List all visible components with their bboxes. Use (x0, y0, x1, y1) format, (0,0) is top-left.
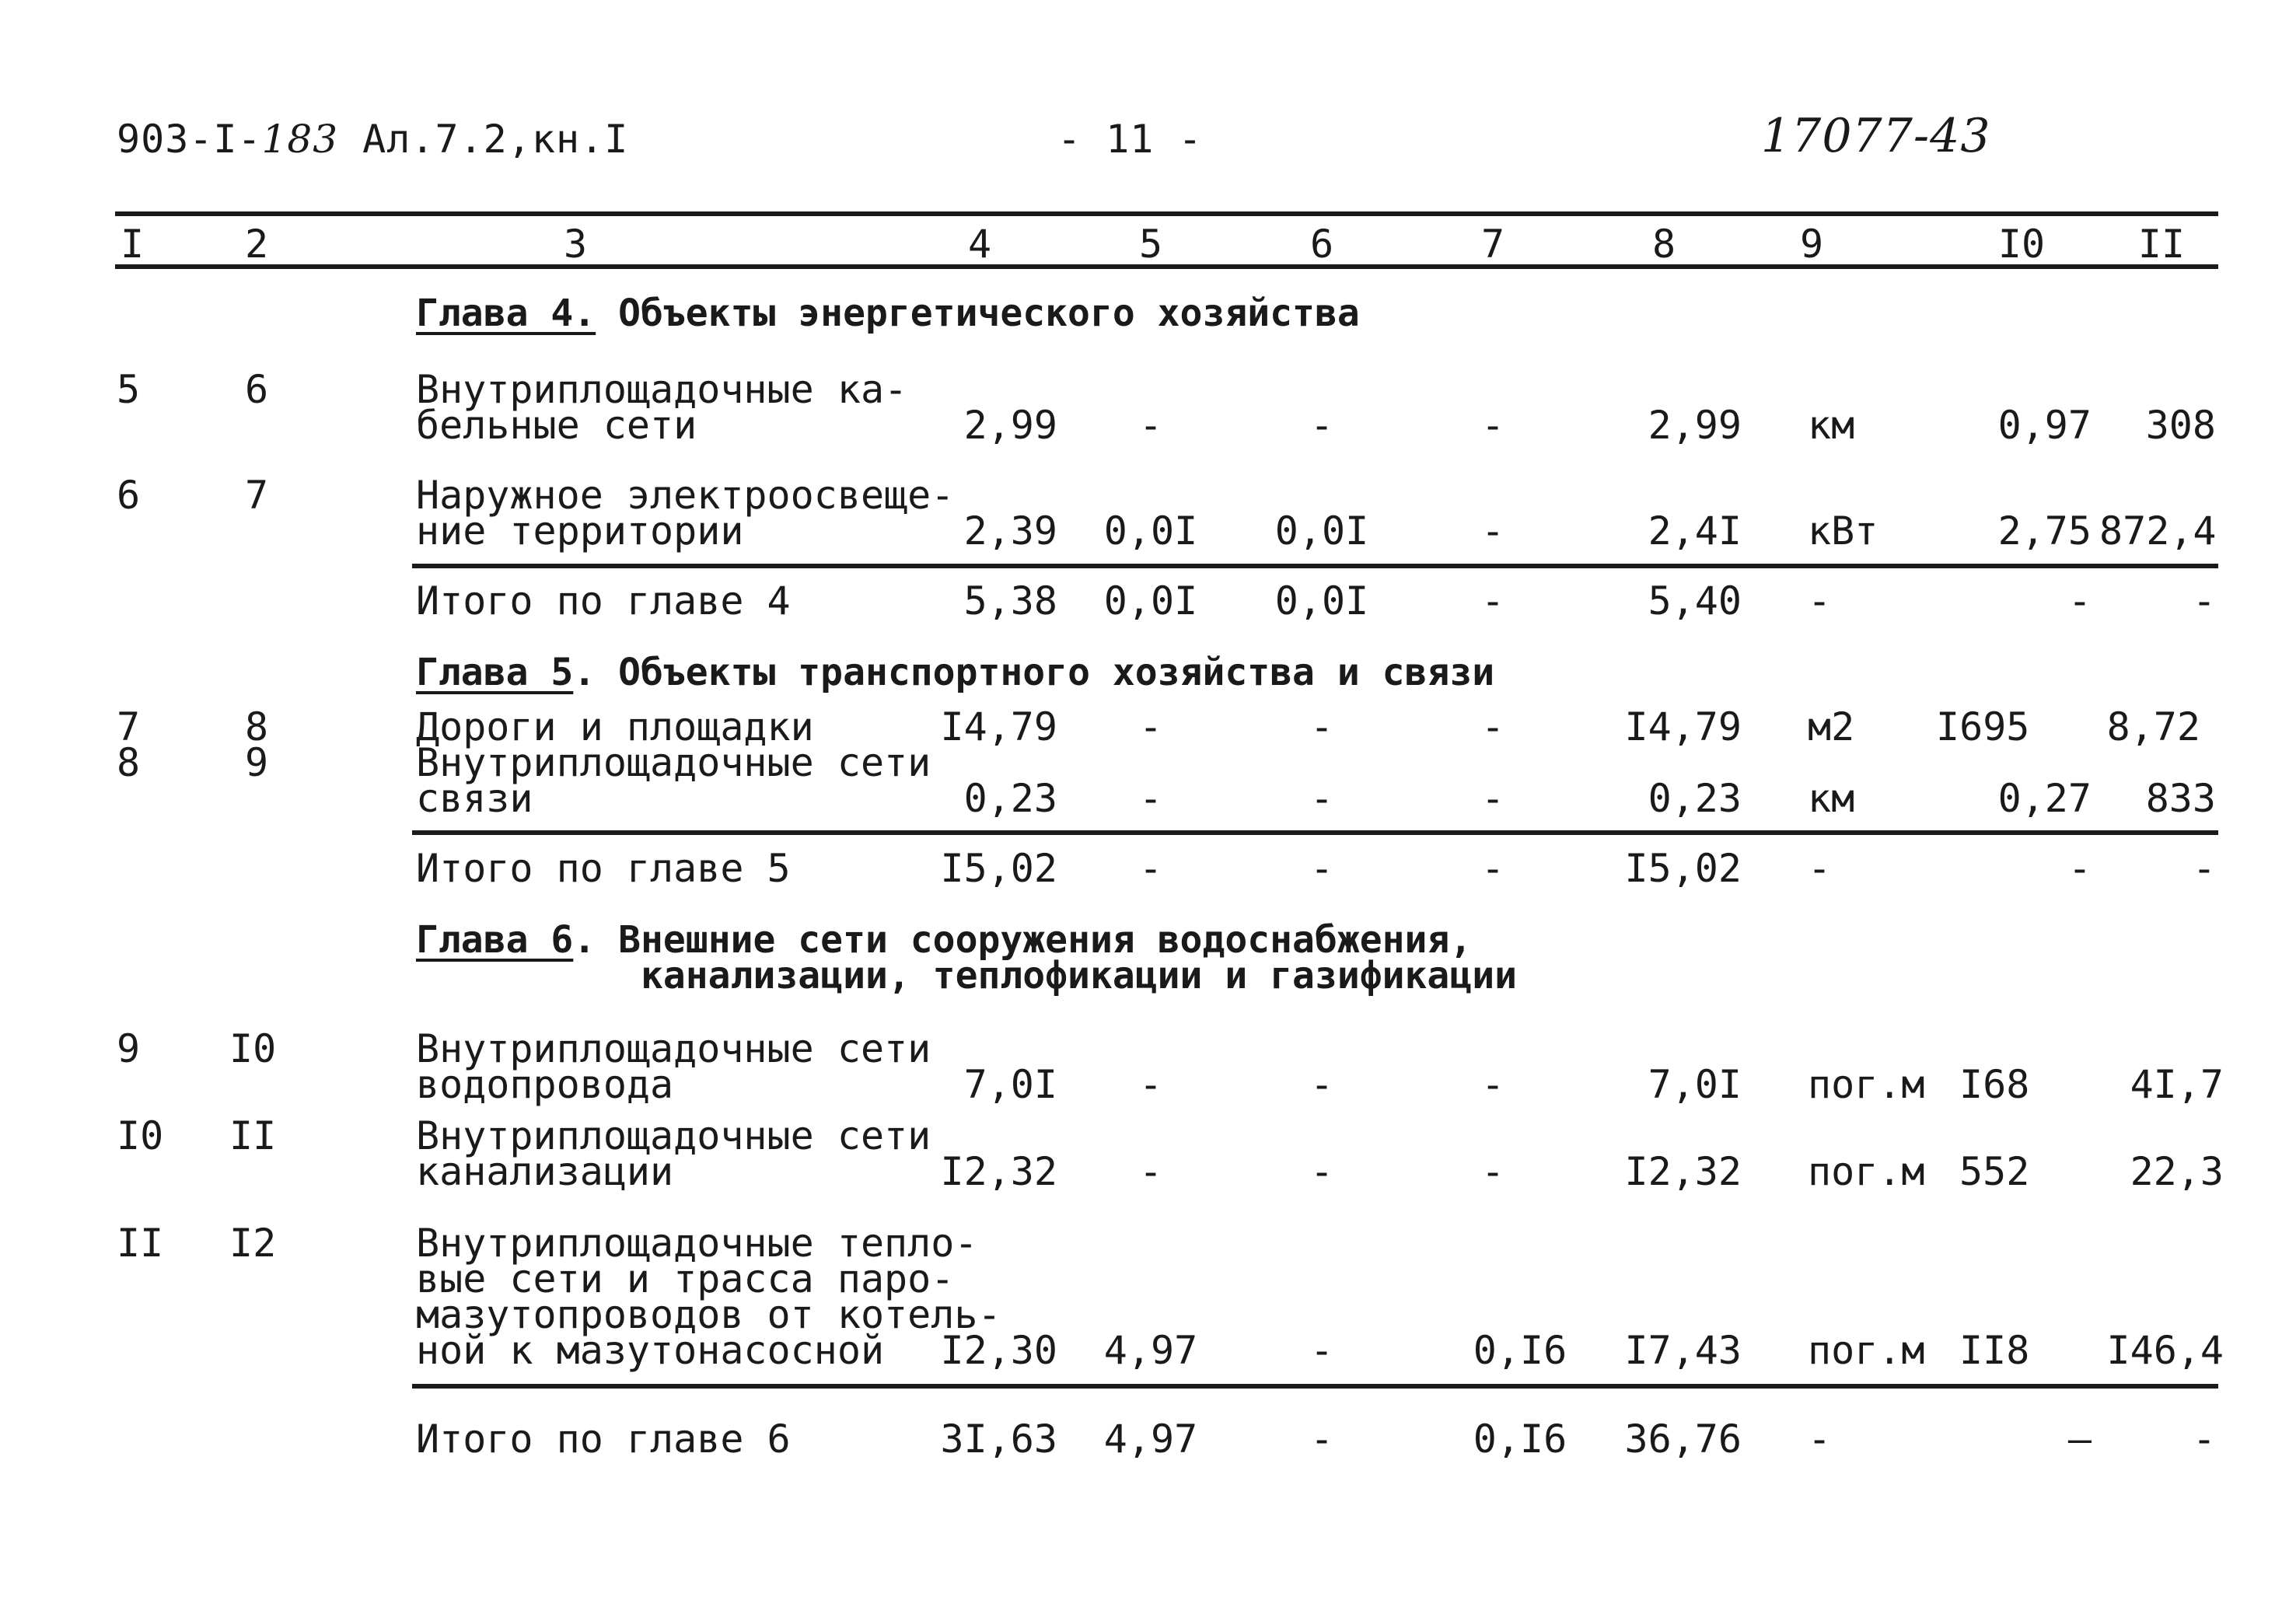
ch6-row2-c10: 552 (1959, 1149, 2030, 1194)
ch6-row2-c8: I2,32 (1624, 1149, 1742, 1194)
ch5-total-name: Итого по главе 5 (416, 846, 791, 891)
ch4-total-c9: - (1808, 578, 1832, 624)
ch6-row2-c9: пог.м (1808, 1149, 1925, 1194)
ch5-row1-c4: I4,79 (940, 704, 1057, 749)
ch6-row1-c6: - (1309, 1062, 1334, 1107)
ch6-row2-c11: 22,3 (2130, 1149, 2224, 1194)
ch4-row2-c8: 2,4I (1648, 508, 1742, 554)
ch5-row1-c10: I695 (1936, 704, 2030, 749)
ch6-row3-name-line4: ной к мазутонасосной (416, 1328, 885, 1373)
ch5-total-c9: - (1808, 846, 1832, 891)
ch6-row3-c5: 4,97 (1103, 1328, 1198, 1373)
ch6-row3-name-line1: Внутриплощадочные тепло- (416, 1221, 978, 1266)
ch4-row2-c9: кВт (1808, 508, 1878, 554)
ch6-row1-c8: 7,0I (1648, 1062, 1742, 1107)
ch5-row2-name-line2: связи (416, 776, 533, 821)
ch6-row3-name-line2: вые сети и трасса паро- (416, 1256, 955, 1301)
ch5-total-c10: - (2067, 846, 2092, 891)
ch4-row1-c6: - (1309, 403, 1334, 448)
ch5-row2-name-line1: Внутриплощадочные сети (416, 740, 931, 785)
chapter-6-heading (416, 918, 1473, 962)
ch4-total-name: Итого по главе 4 (416, 578, 791, 624)
ch4-total-c10: - (2067, 578, 2092, 624)
ch4-row1-name-line2: бельные сети (416, 403, 697, 448)
ch4-total-c4: 5,38 (963, 578, 1057, 624)
ch6-row1-c10: I68 (1959, 1062, 2030, 1107)
ch4-row1-c9: км (1808, 403, 1855, 448)
page-number: - 11 - (1057, 117, 1203, 162)
ch5-row2-c9: км (1808, 776, 1855, 821)
ch5-row1-c5: - (1138, 704, 1163, 749)
ch6-row2-name-line2: канализации (416, 1149, 674, 1194)
chapter-4-label: Глава 4. (416, 292, 596, 335)
ch5-row1-c9: м2 (1808, 704, 1855, 749)
sheet-number: 17077-43 (1761, 109, 1991, 163)
chapter-6-title: . Внешние сети сооружения водоснабжения, (573, 918, 1473, 962)
ch4-row2-c7: - (1480, 508, 1505, 554)
col-num-5: 5 (1138, 222, 1163, 267)
ch5-row1-c1: 7 (117, 704, 141, 749)
col-num-7: 7 (1480, 222, 1505, 267)
ch5-row2-c4: 0,23 (963, 776, 1057, 821)
ch5-row1-c11: 8,72 (2106, 704, 2200, 749)
ch6-total-name: Итого по главе 6 (416, 1417, 791, 1462)
ch5-total-c6: - (1309, 846, 1334, 891)
col-num-10: I0 (1997, 222, 2046, 267)
ch4-row1-c5: - (1138, 403, 1163, 448)
ch4-row2-c5: 0,0I (1103, 508, 1198, 554)
ch4-row2-c4: 2,39 (963, 508, 1057, 554)
ch6-row3-c1: II (117, 1221, 164, 1266)
ch4-row1-c7: - (1480, 403, 1505, 448)
ch5-total-c5: - (1138, 846, 1163, 891)
ch5-total-c7: - (1480, 846, 1505, 891)
ch4-row2-c6: 0,0I (1274, 508, 1369, 554)
ch6-total-c5: 4,97 (1103, 1417, 1198, 1462)
col-num-9: 9 (1799, 222, 1824, 267)
ch6-total-c4: 3I,63 (940, 1417, 1057, 1462)
ch4-row1-c11: 308 (2145, 403, 2216, 448)
ch4-row2-c11: 872,4 (2099, 508, 2217, 554)
ch5-row2-c5: - (1138, 776, 1163, 821)
ch4-row1-c4: 2,99 (963, 403, 1057, 448)
ch6-row1-c2: I0 (229, 1026, 277, 1071)
ch4-row2-name-line2: ние территории (416, 508, 744, 554)
ch6-row2-c4: I2,32 (940, 1149, 1057, 1194)
doc-code (117, 117, 628, 162)
ch6-row3-c4: I2,30 (940, 1328, 1057, 1373)
ch4-row1-c2: 6 (245, 367, 269, 412)
ch4-row1-c10: 0,97 (1997, 403, 2092, 448)
ch4-row2-c2: 7 (245, 473, 269, 518)
ch4-row2-name-line1: Наружное электроосвеще- (416, 473, 955, 518)
ch5-row2-c11: 833 (2145, 776, 2216, 821)
chapter-5-heading (416, 651, 1495, 694)
ch6-total-c7: 0,I6 (1473, 1417, 1567, 1462)
doc-code-prefix: 903-I- (117, 117, 262, 162)
ch5-row1-c8: I4,79 (1624, 704, 1742, 749)
ch6-row3-name-line3: мазутопроводов от котель- (416, 1292, 1001, 1337)
ch5-total-c11: - (2192, 846, 2216, 891)
ch6-row1-name-line2: водопровода (416, 1062, 674, 1107)
chapter-4-heading (416, 292, 1360, 335)
ch6-row1-c9: пог.м (1808, 1062, 1925, 1107)
ch6-row2-c2: II (229, 1113, 277, 1158)
ch5-row2-c8: 0,23 (1648, 776, 1742, 821)
ch6-total-rule (412, 1384, 2218, 1389)
ch4-row1-c1: 5 (117, 367, 141, 412)
chapter-4-title: Объекты энергетического хозяйства (596, 292, 1360, 335)
col-num-1: I (120, 222, 145, 267)
chapter-5-label: Глава 5 (416, 651, 574, 694)
ch6-row1-c4: 7,0I (963, 1062, 1057, 1107)
col-num-8: 8 (1651, 222, 1676, 267)
col-num-4: 4 (967, 222, 992, 267)
ch5-row2-c1: 8 (117, 740, 141, 785)
ch4-row2-c10: 2,75 (1997, 508, 2092, 554)
doc-code-suffix: Ал.7.2,кн.I (362, 117, 629, 162)
ch6-row3-c9: пог.м (1808, 1328, 1925, 1373)
ch4-total-rule (412, 564, 2218, 568)
col-num-11: II (2137, 222, 2186, 267)
ch6-row3-c11: I46,4 (2106, 1328, 2224, 1373)
chapter-6-heading-line2: канализации, теплофикации и газификации (416, 954, 1518, 997)
ch5-row2-c10: 0,27 (1997, 776, 2092, 821)
ch6-total-c9: - (1808, 1417, 1832, 1462)
ch6-row3-c2: I2 (229, 1221, 277, 1266)
ch6-total-c6: - (1309, 1417, 1334, 1462)
ch4-row1-c8: 2,99 (1648, 403, 1742, 448)
ch6-row2-c1: I0 (117, 1113, 164, 1158)
ch4-total-c7: - (1480, 578, 1505, 624)
ch6-row3-c8: I7,43 (1624, 1328, 1742, 1373)
ch5-row2-c7: - (1480, 776, 1505, 821)
ch4-total-c5: 0,0I (1103, 578, 1198, 624)
ch5-row2-c6: - (1309, 776, 1334, 821)
ch6-row2-c5: - (1138, 1149, 1163, 1194)
chapter-5-title: . Объекты транспортного хозяйства и связи (573, 651, 1495, 694)
ch5-row1-c6: - (1309, 704, 1334, 749)
chapter-6-label: Глава 6 (416, 918, 574, 962)
col-num-3: 3 (563, 222, 588, 267)
ch5-row2-c2: 9 (245, 740, 269, 785)
ch6-row1-c7: - (1480, 1062, 1505, 1107)
ch4-row2-c1: 6 (117, 473, 141, 518)
ch6-row2-name-line1: Внутриплощадочные сети (416, 1113, 931, 1158)
ch6-row1-c11: 4I,7 (2130, 1062, 2224, 1107)
ch4-total-c11: - (2192, 578, 2216, 624)
ch6-row3-c10: II8 (1959, 1328, 2030, 1373)
ch5-row1-c2: 8 (245, 704, 269, 749)
ch6-row2-c7: - (1480, 1149, 1505, 1194)
col-num-2: 2 (244, 222, 269, 267)
ch4-total-c8: 5,40 (1648, 578, 1742, 624)
ch6-row2-c6: - (1309, 1149, 1334, 1194)
ch6-row3-c6: - (1309, 1328, 1334, 1373)
ch6-row3-c7: 0,I6 (1473, 1328, 1567, 1373)
ch6-total-c8: 36,76 (1624, 1417, 1742, 1462)
ch6-row1-c1: 9 (117, 1026, 141, 1071)
ch4-row1-name-line1: Внутриплощадочные ка- (416, 367, 908, 412)
doc-code-handwritten: 183 (261, 117, 339, 162)
header-rule-top (115, 211, 2218, 216)
ch6-total-c11: - (2192, 1417, 2216, 1462)
ch6-row1-c5: - (1138, 1062, 1163, 1107)
col-num-6: 6 (1309, 222, 1334, 267)
ch6-total-c10: — (2067, 1417, 2092, 1462)
ch5-total-c8: I5,02 (1624, 846, 1742, 891)
ch5-total-rule (412, 830, 2218, 835)
ch6-row1-name-line1: Внутриплощадочные сети (416, 1026, 931, 1071)
ch5-total-c4: I5,02 (940, 846, 1057, 891)
ch5-row1-c7: - (1480, 704, 1505, 749)
ch4-total-c6: 0,0I (1274, 578, 1369, 624)
ch5-row1-name-line1: Дороги и площадки (416, 704, 814, 749)
